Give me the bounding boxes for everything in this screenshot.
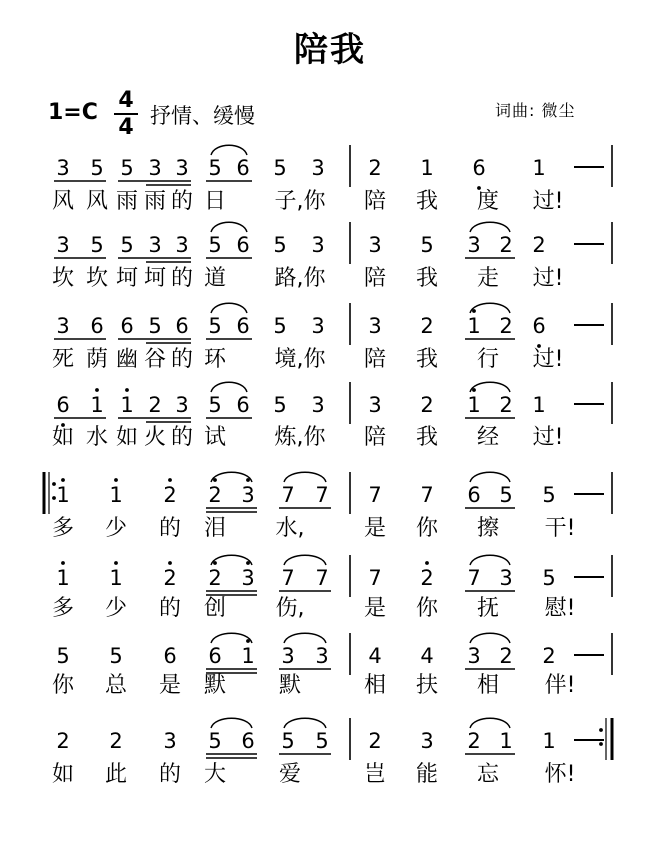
lyric: 此 bbox=[104, 762, 128, 787]
note: 5 bbox=[208, 314, 222, 338]
note: 5 bbox=[273, 314, 287, 338]
note: 1 bbox=[241, 644, 255, 668]
lyric: 度 bbox=[476, 189, 500, 214]
note: 7 bbox=[281, 566, 295, 590]
lyric: 是 bbox=[363, 596, 387, 621]
note: 5 bbox=[56, 644, 70, 668]
lyric: 默 bbox=[278, 673, 302, 698]
lyric: 坎 bbox=[51, 266, 75, 291]
note: 1 bbox=[56, 566, 70, 590]
lyric: 坷 bbox=[143, 266, 167, 291]
lyric: 试 bbox=[203, 425, 227, 450]
note: 3 bbox=[311, 314, 325, 338]
lyric: 干! bbox=[544, 516, 576, 541]
lyric: 火 bbox=[143, 425, 167, 450]
note: 3 bbox=[56, 233, 70, 257]
lyric: 怀! bbox=[544, 762, 576, 787]
lyric: 如 bbox=[51, 425, 75, 450]
lyric: 扶 bbox=[415, 673, 439, 698]
lyric: 你 bbox=[415, 596, 439, 621]
note: 2 bbox=[499, 314, 513, 338]
note: 4 bbox=[368, 644, 382, 668]
lyric: 是 bbox=[158, 673, 182, 698]
repeat-dot bbox=[599, 742, 603, 746]
time-signature-top: 4 bbox=[118, 88, 134, 113]
note: 2 bbox=[163, 566, 177, 590]
lyric: 的 bbox=[170, 425, 194, 450]
note: 5 bbox=[120, 156, 134, 180]
lyric: 是 bbox=[363, 516, 387, 541]
lyric: 我 bbox=[415, 266, 439, 291]
note: 6 bbox=[241, 729, 255, 753]
note: 3 bbox=[467, 233, 481, 257]
note: 3 bbox=[499, 566, 513, 590]
note: 5 bbox=[273, 393, 287, 417]
note: 3 bbox=[175, 233, 189, 257]
note: 3 bbox=[311, 393, 325, 417]
tempo-marking: 抒情、缓慢 bbox=[150, 104, 255, 128]
lyric: 过! bbox=[532, 347, 564, 372]
lyric: 擦 bbox=[476, 516, 500, 541]
note: 3 bbox=[148, 233, 162, 257]
note: 6 bbox=[175, 314, 189, 338]
note: 1 bbox=[420, 156, 434, 180]
lyric: 陪 bbox=[363, 266, 387, 291]
note: 2 bbox=[148, 393, 162, 417]
slur bbox=[470, 555, 510, 565]
credit-line: 词曲: 微尘 bbox=[495, 101, 576, 120]
lyric: 环 bbox=[203, 347, 227, 372]
lyric: 陪 bbox=[363, 347, 387, 372]
lyric: 你 bbox=[51, 673, 75, 698]
note: 1 bbox=[467, 393, 481, 417]
note: 3 bbox=[241, 483, 255, 507]
lyric: 道 bbox=[203, 266, 227, 291]
high-octave-dot bbox=[246, 478, 250, 482]
lyric: 过! bbox=[532, 425, 564, 450]
slur bbox=[211, 633, 252, 643]
note: 3 bbox=[311, 156, 325, 180]
slur bbox=[470, 633, 510, 643]
note: 3 bbox=[56, 156, 70, 180]
note: 2 bbox=[420, 314, 434, 338]
note: 6 bbox=[472, 156, 486, 180]
slur bbox=[284, 633, 326, 643]
note: 2 bbox=[532, 233, 546, 257]
note: 6 bbox=[236, 393, 250, 417]
note: 5 bbox=[90, 233, 104, 257]
note: 5 bbox=[120, 233, 134, 257]
note: 1 bbox=[56, 483, 70, 507]
lyric: 我 bbox=[415, 189, 439, 214]
lyric: 境,你 bbox=[274, 347, 326, 372]
lyric: 的 bbox=[158, 596, 182, 621]
slur bbox=[211, 555, 252, 565]
high-octave-dot bbox=[425, 561, 429, 565]
note: 5 bbox=[499, 483, 513, 507]
high-octave-dot bbox=[61, 478, 65, 482]
slur bbox=[470, 472, 510, 482]
lyric: 经 bbox=[476, 425, 500, 450]
note: 7 bbox=[315, 483, 329, 507]
note: 3 bbox=[315, 644, 329, 668]
lyric: 慰! bbox=[544, 596, 576, 621]
high-octave-dot bbox=[472, 388, 476, 392]
high-octave-dot bbox=[246, 639, 250, 643]
lyric: 日 bbox=[203, 189, 227, 214]
note: 5 bbox=[109, 644, 123, 668]
note: 5 bbox=[273, 233, 287, 257]
lyric: 的 bbox=[170, 347, 194, 372]
note: 5 bbox=[208, 729, 222, 753]
repeat-dot bbox=[52, 496, 56, 500]
repeat-dot bbox=[599, 728, 603, 732]
lyric: 水, bbox=[275, 516, 305, 541]
lyric: 创 bbox=[203, 596, 227, 621]
note: 2 bbox=[499, 644, 513, 668]
note: 3 bbox=[467, 644, 481, 668]
note: 6 bbox=[532, 314, 546, 338]
note: 6 bbox=[236, 156, 250, 180]
note: 5 bbox=[542, 566, 556, 590]
high-octave-dot bbox=[114, 561, 118, 565]
repeat-dot bbox=[52, 482, 56, 486]
note: 5 bbox=[208, 156, 222, 180]
slur bbox=[211, 145, 247, 155]
note: 1 bbox=[120, 393, 134, 417]
note: 3 bbox=[368, 314, 382, 338]
slur bbox=[470, 382, 510, 392]
slur bbox=[470, 718, 510, 728]
lyric: 伤, bbox=[275, 596, 305, 621]
lyric: 雨 bbox=[143, 189, 167, 214]
key-signature: 1=C bbox=[48, 100, 98, 125]
lyric: 幽 bbox=[115, 347, 139, 372]
lyric: 走 bbox=[476, 266, 500, 291]
lyric: 能 bbox=[415, 762, 439, 787]
high-octave-dot bbox=[125, 388, 129, 392]
note: 2 bbox=[208, 566, 222, 590]
high-octave-dot bbox=[246, 561, 250, 565]
slur bbox=[211, 718, 252, 728]
lyric: 的 bbox=[170, 266, 194, 291]
lyric: 陪 bbox=[363, 189, 387, 214]
note: 1 bbox=[90, 393, 104, 417]
note: 2 bbox=[499, 233, 513, 257]
slur bbox=[470, 222, 510, 232]
lyric: 雨 bbox=[115, 189, 139, 214]
lyric: 爱 bbox=[278, 762, 302, 787]
note: 5 bbox=[208, 393, 222, 417]
lyric: 多 bbox=[51, 596, 75, 621]
note: 1 bbox=[109, 566, 123, 590]
note: 2 bbox=[542, 644, 556, 668]
lyric: 风 bbox=[51, 189, 75, 214]
note: 1 bbox=[467, 314, 481, 338]
lyric: 子,你 bbox=[274, 189, 326, 214]
note: 7 bbox=[467, 566, 481, 590]
note: 1 bbox=[542, 729, 556, 753]
note: 4 bbox=[420, 644, 434, 668]
song-title: 陪我 bbox=[294, 30, 366, 70]
lyric: 风 bbox=[85, 189, 109, 214]
lyric: 水 bbox=[85, 425, 109, 450]
note: 3 bbox=[56, 314, 70, 338]
slur bbox=[211, 303, 247, 313]
lyric: 伴! bbox=[544, 673, 576, 698]
lyric: 我 bbox=[415, 425, 439, 450]
note: 2 bbox=[56, 729, 70, 753]
note: 5 bbox=[315, 729, 329, 753]
note: 3 bbox=[241, 566, 255, 590]
lyric: 默 bbox=[203, 673, 227, 698]
note: 5 bbox=[542, 483, 556, 507]
lyric: 你 bbox=[415, 516, 439, 541]
lyric: 过! bbox=[532, 266, 564, 291]
slur bbox=[211, 222, 247, 232]
lyric: 路,你 bbox=[274, 266, 326, 291]
note: 6 bbox=[163, 644, 177, 668]
lyric: 如 bbox=[115, 425, 139, 450]
high-octave-dot bbox=[213, 561, 217, 565]
note: 2 bbox=[163, 483, 177, 507]
note: 3 bbox=[163, 729, 177, 753]
note: 7 bbox=[368, 483, 382, 507]
note: 7 bbox=[315, 566, 329, 590]
slur bbox=[284, 472, 326, 482]
note: 5 bbox=[273, 156, 287, 180]
note: 1 bbox=[109, 483, 123, 507]
lyric: 坎 bbox=[85, 266, 109, 291]
lyric: 陪 bbox=[363, 425, 387, 450]
note: 5 bbox=[281, 729, 295, 753]
high-octave-dot bbox=[114, 478, 118, 482]
note: 6 bbox=[467, 483, 481, 507]
lyric: 的 bbox=[158, 516, 182, 541]
lyric: 相 bbox=[363, 673, 387, 698]
lyric: 的 bbox=[158, 762, 182, 787]
note: 3 bbox=[281, 644, 295, 668]
high-octave-dot bbox=[472, 309, 476, 313]
lyric: 谷 bbox=[143, 347, 167, 372]
note: 6 bbox=[120, 314, 134, 338]
note: 3 bbox=[368, 393, 382, 417]
note: 7 bbox=[368, 566, 382, 590]
note: 5 bbox=[420, 233, 434, 257]
high-octave-dot bbox=[168, 478, 172, 482]
note: 6 bbox=[208, 644, 222, 668]
note: 3 bbox=[311, 233, 325, 257]
high-octave-dot bbox=[213, 478, 217, 482]
note: 6 bbox=[236, 233, 250, 257]
slur bbox=[470, 303, 510, 313]
lyric: 死 bbox=[51, 347, 75, 372]
lyric: 少 bbox=[104, 516, 128, 541]
lyric: 过! bbox=[532, 189, 564, 214]
note: 1 bbox=[532, 393, 546, 417]
lyric: 我 bbox=[415, 347, 439, 372]
lyric: 泪 bbox=[203, 516, 227, 541]
lyric: 相 bbox=[476, 673, 500, 698]
note: 3 bbox=[175, 393, 189, 417]
slur bbox=[211, 472, 252, 482]
note: 2 bbox=[467, 729, 481, 753]
time-signature-bottom: 4 bbox=[114, 113, 138, 140]
note: 2 bbox=[208, 483, 222, 507]
lyric: 炼,你 bbox=[274, 425, 326, 450]
note: 3 bbox=[420, 729, 434, 753]
lyric: 荫 bbox=[85, 347, 109, 372]
lyric: 抚 bbox=[476, 596, 500, 621]
note: 2 bbox=[109, 729, 123, 753]
lyric: 如 bbox=[51, 762, 75, 787]
note: 3 bbox=[148, 156, 162, 180]
note: 7 bbox=[420, 483, 434, 507]
lyric: 坷 bbox=[115, 266, 139, 291]
note: 5 bbox=[208, 233, 222, 257]
note: 2 bbox=[499, 393, 513, 417]
note: 3 bbox=[175, 156, 189, 180]
slur bbox=[211, 382, 247, 392]
note: 1 bbox=[532, 156, 546, 180]
lyric: 大 bbox=[203, 762, 227, 787]
lyric: 少 bbox=[104, 596, 128, 621]
high-octave-dot bbox=[168, 561, 172, 565]
high-octave-dot bbox=[61, 561, 65, 565]
note: 6 bbox=[236, 314, 250, 338]
note: 2 bbox=[420, 566, 434, 590]
note: 3 bbox=[368, 233, 382, 257]
note: 2 bbox=[368, 156, 382, 180]
lyric: 的 bbox=[170, 189, 194, 214]
high-octave-dot bbox=[95, 388, 99, 392]
note: 5 bbox=[90, 156, 104, 180]
note: 2 bbox=[420, 393, 434, 417]
note: 2 bbox=[368, 729, 382, 753]
note: 1 bbox=[499, 729, 513, 753]
note: 6 bbox=[56, 393, 70, 417]
slur bbox=[284, 555, 326, 565]
note: 5 bbox=[148, 314, 162, 338]
lyric: 岂 bbox=[363, 762, 387, 787]
note: 6 bbox=[90, 314, 104, 338]
lyric: 忘 bbox=[476, 762, 500, 787]
lyric: 多 bbox=[51, 516, 75, 541]
note: 7 bbox=[281, 483, 295, 507]
lyric: 总 bbox=[104, 673, 128, 698]
slur bbox=[284, 718, 326, 728]
lyric: 行 bbox=[476, 347, 500, 372]
